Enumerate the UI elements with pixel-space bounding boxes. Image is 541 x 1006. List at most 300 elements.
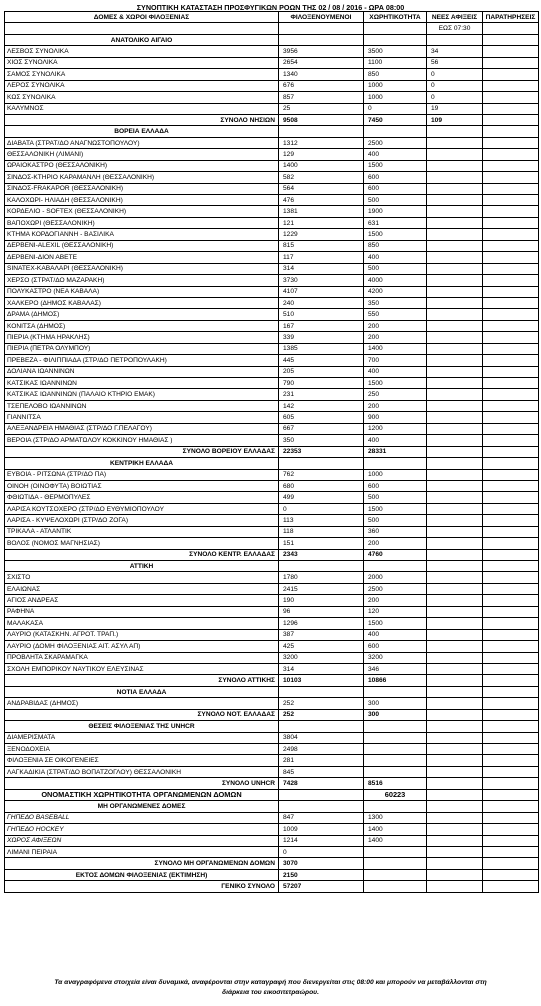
hosted-value: 339 xyxy=(279,332,364,343)
hosted-value: 387 xyxy=(279,629,364,640)
table-row xyxy=(5,137,539,148)
new-arrivals-value xyxy=(427,515,483,526)
table-row xyxy=(5,744,539,755)
new-arrivals-value xyxy=(427,698,483,709)
new-arrivals-value xyxy=(427,824,483,835)
facility-name: ΛΑΡΙΣΑ - ΚΥΨΕΛΟΧΩΡΙ (ΣΤΡ/ΔΟ ΖΟΓΑ) xyxy=(5,515,279,526)
remarks-value xyxy=(483,263,539,274)
table-row xyxy=(5,309,539,320)
hosted-value: 240 xyxy=(279,297,364,308)
capacity-value: 350 xyxy=(364,297,427,308)
table-row xyxy=(5,641,539,652)
new-arrivals-value xyxy=(427,160,483,171)
remarks-value xyxy=(483,846,539,857)
new-arrivals-value xyxy=(427,572,483,583)
hosted-value xyxy=(279,126,364,137)
table-row xyxy=(5,846,539,857)
facility-name: ΔΕΡΒΕΝΙ-ALEXIL (ΘΕΣΣΑΛΟΝΙΚΗ) xyxy=(5,240,279,251)
capacity-value: 1000 xyxy=(364,80,427,91)
capacity-value: 1100 xyxy=(364,57,427,68)
facility-name: ΑΤΤΙΚΗ xyxy=(5,561,279,572)
hosted-value: 167 xyxy=(279,320,364,331)
section-row xyxy=(5,721,539,732)
hosted-value: 3200 xyxy=(279,652,364,663)
table-row xyxy=(5,618,539,629)
table-row xyxy=(5,595,539,606)
new-arrivals-value: 34 xyxy=(427,46,483,57)
facility-name: ΔΡΑΜΑ (ΔΗΜΟΣ) xyxy=(5,309,279,320)
hosted-value: 252 xyxy=(279,709,364,720)
report-title: ΣΥΝΟΠΤΙΚΗ ΚΑΤΑΣΤΑΣΗ ΠΡΟΣΦΥΓΙΚΩΝ ΡΟΩΝ ΤΗΣ 02 / 08 / 2016 - ΩΡΑ 08:00 xyxy=(136,3,405,12)
hosted-value: 2150 xyxy=(279,869,364,880)
facility-name: ΧΑΛΚΕΡΟ (ΔΗΜΟΣ ΚΑΒΑΛΑΣ) xyxy=(5,297,279,308)
new-arrivals-value xyxy=(427,309,483,320)
remarks-value xyxy=(483,561,539,572)
remarks-value xyxy=(483,698,539,709)
header-new-arrivals: ΝΕΕΣ ΑΦΙΞΕΙΣ xyxy=(427,12,483,23)
grand-total-row xyxy=(5,881,539,892)
capacity-value xyxy=(364,721,427,732)
remarks-value xyxy=(483,686,539,697)
new-arrivals-value xyxy=(427,846,483,857)
new-arrivals-value xyxy=(427,126,483,137)
facility-name: ΛΑΥΡΙΟ (ΚΑΤΑΣΚΗΝ. ΑΓΡΟΤ. ΤΡΑΠ.) xyxy=(5,629,279,640)
new-arrivals-value xyxy=(427,137,483,148)
remarks-value xyxy=(483,149,539,160)
new-arrivals-value xyxy=(427,778,483,789)
facility-name: ΛΑΓΚΑΔΙΚΙΑ (ΣΤΡΑΤ/ΔΟ ΒΟΠΑΤΖΟΓΛΟΥ) ΘΕΣΣΑΛΟΝΙΚΗ xyxy=(5,766,279,777)
table-row xyxy=(5,698,539,709)
facility-name: ΟΝΟΜΑΣΤΙΚΗ ΧΩΡΗΤΙΚΟΤΗΤΑ ΟΡΓΑΝΩΜΕΝΩΝ ΔΟΜΩΝ xyxy=(5,789,279,800)
hosted-value: 10103 xyxy=(279,675,364,686)
new-arrivals-value xyxy=(427,423,483,434)
remarks-value xyxy=(483,57,539,68)
hosted-value: 1296 xyxy=(279,618,364,629)
new-arrivals-value xyxy=(427,641,483,652)
table-row xyxy=(5,572,539,583)
remarks-value xyxy=(483,389,539,400)
remarks-value xyxy=(483,629,539,640)
facility-name: ΤΡΙΚΑΛΑ - ΑΤΛΑΝΤΙΚ xyxy=(5,526,279,537)
table-row xyxy=(5,755,539,766)
new-arrivals-value xyxy=(427,755,483,766)
capacity-value xyxy=(364,686,427,697)
facility-name: ΘΕΣΣΑΛΟΝΙΚΗ (ΛΙΜΑΝΙ) xyxy=(5,149,279,160)
hosted-value: 1381 xyxy=(279,206,364,217)
remarks-value xyxy=(483,812,539,823)
capacity-value: 120 xyxy=(364,606,427,617)
hosted-value: 1229 xyxy=(279,229,364,240)
new-arrivals-value xyxy=(427,663,483,674)
hosted-value: 3070 xyxy=(279,858,364,869)
new-arrivals-value xyxy=(427,606,483,617)
hosted-value: 9508 xyxy=(279,114,364,125)
hosted-value: 0 xyxy=(279,503,364,514)
facility-name: ΡΑΦΗΝΑ xyxy=(5,606,279,617)
table-row xyxy=(5,503,539,514)
table-row xyxy=(5,538,539,549)
remarks-value xyxy=(483,663,539,674)
new-arrivals-value xyxy=(427,195,483,206)
facility-name: ΚΑΤΣΙΚΑΣ ΙΩΑΝΝΙΝΩΝ xyxy=(5,378,279,389)
new-arrivals-value: 0 xyxy=(427,69,483,80)
table-row xyxy=(5,286,539,297)
hosted-value: 0 xyxy=(279,846,364,857)
facility-name: ΣΥΝΟΛΟ ΝΗΣΙΩΝ xyxy=(5,114,279,125)
remarks-value xyxy=(483,538,539,549)
capacity-value: 10866 xyxy=(364,675,427,686)
facility-name: ΓΙΑΝΝΙΤΣΑ xyxy=(5,412,279,423)
remarks-value xyxy=(483,549,539,560)
remarks-value xyxy=(483,206,539,217)
new-arrivals-value xyxy=(427,446,483,457)
capacity-value: 600 xyxy=(364,183,427,194)
remarks-value xyxy=(483,801,539,812)
remarks-value xyxy=(483,320,539,331)
table-header-row xyxy=(5,12,539,23)
hosted-value: 3804 xyxy=(279,732,364,743)
facility-name: ΟΙΝΟΗ (ΟΙΝΟΦΥΤΑ) ΒΟΙΩΤΙΑΣ xyxy=(5,480,279,491)
facility-name: ΒΟΛΟΣ (ΝΟΜΟΣ ΜΑΓΝΗΣΙΑΣ) xyxy=(5,538,279,549)
remarks-value xyxy=(483,343,539,354)
remarks-value xyxy=(483,881,539,892)
capacity-value: 200 xyxy=(364,538,427,549)
new-arrivals-value xyxy=(427,172,483,183)
remarks-value xyxy=(483,515,539,526)
facility-name: ΚΩΣ ΣΥΝΟΛΙΚΑ xyxy=(5,92,279,103)
remarks-value xyxy=(483,160,539,171)
remarks-value xyxy=(483,34,539,45)
facility-name: ΛΙΜΑΝΙ ΠΕΙΡΑΙΑ xyxy=(5,846,279,857)
remarks-value xyxy=(483,114,539,125)
facility-name: ΣΧΙΣΤΟ xyxy=(5,572,279,583)
capacity-value xyxy=(364,846,427,857)
header-remarks: ΠΑΡΑΤΗΡΗΣΕΙΣ xyxy=(483,12,539,23)
remarks-value xyxy=(483,103,539,114)
table-row xyxy=(5,366,539,377)
new-arrivals-value xyxy=(427,34,483,45)
capacity-value: 1400 xyxy=(364,343,427,354)
hosted-value xyxy=(279,458,364,469)
hosted-value: 1385 xyxy=(279,343,364,354)
hosted-value: 3730 xyxy=(279,275,364,286)
remarks-value xyxy=(483,240,539,251)
hosted-value: 425 xyxy=(279,641,364,652)
hosted-value: 845 xyxy=(279,766,364,777)
capacity-value: 4200 xyxy=(364,286,427,297)
remarks-value xyxy=(483,824,539,835)
hosted-value: 667 xyxy=(279,423,364,434)
remarks-value xyxy=(483,435,539,446)
facility-name: ΣΙΝΔΟΣ-FRAKAPOR (ΘΕΣΣΑΛΟΝΙΚΗ) xyxy=(5,183,279,194)
new-arrivals-value xyxy=(427,744,483,755)
new-arrivals-value xyxy=(427,766,483,777)
remarks-value xyxy=(483,732,539,743)
table-row xyxy=(5,606,539,617)
section-row xyxy=(5,561,539,572)
facility-name: ΛΕΣΒΟΣ ΣΥΝΟΛΙΚΑ xyxy=(5,46,279,57)
capacity-value: 2500 xyxy=(364,137,427,148)
new-arrivals-value xyxy=(427,721,483,732)
capacity-value: 400 xyxy=(364,435,427,446)
remarks-value xyxy=(483,789,539,800)
facility-name: ΣΥΝΟΛΟ UNHCR xyxy=(5,778,279,789)
table-row xyxy=(5,172,539,183)
estimate-row xyxy=(5,869,539,880)
capacity-value: 600 xyxy=(364,480,427,491)
facility-name: ΚΑΛΥΜΝΟΣ xyxy=(5,103,279,114)
table-row xyxy=(5,332,539,343)
capacity-value xyxy=(364,744,427,755)
hosted-value: 129 xyxy=(279,149,364,160)
table-row xyxy=(5,492,539,503)
capacity-value: 550 xyxy=(364,309,427,320)
hosted-value: 96 xyxy=(279,606,364,617)
hosted-value: 680 xyxy=(279,480,364,491)
facility-name: ΛΕΡΟΣ ΣΥΝΟΛΙΚΑ xyxy=(5,80,279,91)
section-row xyxy=(5,458,539,469)
new-arrivals-value xyxy=(427,389,483,400)
capacity-value xyxy=(364,766,427,777)
capacity-value: 500 xyxy=(364,263,427,274)
facility-name: ΓΕΝΙΚΟ ΣΥΝΟΛΟ xyxy=(5,881,279,892)
hosted-value xyxy=(279,561,364,572)
new-arrivals-value xyxy=(427,561,483,572)
remarks-value xyxy=(483,709,539,720)
new-arrivals-value xyxy=(427,618,483,629)
hosted-value: 4107 xyxy=(279,286,364,297)
hosted-value xyxy=(279,789,364,800)
table-row xyxy=(5,824,539,835)
capacity-value: 1400 xyxy=(364,824,427,835)
facility-name: ΘΕΣΕΙΣ ΦΙΛΟΞΕΝΙΑΣ ΤΗΣ UNHCR xyxy=(5,721,279,732)
remarks-value xyxy=(483,606,539,617)
remarks-value xyxy=(483,652,539,663)
table-row xyxy=(5,343,539,354)
remarks-value xyxy=(483,755,539,766)
table-row xyxy=(5,652,539,663)
facility-name: ΤΣΕΠΕΛΟΒΟ ΙΩΑΝΝΙΝΩΝ xyxy=(5,400,279,411)
hosted-value xyxy=(279,686,364,697)
facility-name: ΓΗΠΕΔΟ HOCKEY xyxy=(5,824,279,835)
hosted-value: 314 xyxy=(279,663,364,674)
remarks-value xyxy=(483,858,539,869)
facility-name: ΣΥΝΟΛΟ ΒΟΡΕΙΟΥ ΕΛΛΑΔΑΣ xyxy=(5,446,279,457)
hosted-value: 815 xyxy=(279,240,364,251)
facility-name: ΧΙΟΣ ΣΥΝΟΛΙΚΑ xyxy=(5,57,279,68)
new-arrivals-value xyxy=(427,503,483,514)
table-row xyxy=(5,57,539,68)
new-arrivals-value xyxy=(427,183,483,194)
new-arrivals-value xyxy=(427,583,483,594)
new-arrivals-value xyxy=(427,869,483,880)
capacity-value: 850 xyxy=(364,69,427,80)
capacity-value xyxy=(364,732,427,743)
new-arrivals-value xyxy=(427,435,483,446)
capacity-value: 250 xyxy=(364,389,427,400)
facility-name: ΛΑΥΡΙΟ (ΔΟΜΗ ΦΙΛΟΞΕΝΙΑΣ ΑΙΤ. ΑΣΥΛ ΑΠ) xyxy=(5,641,279,652)
remarks-value xyxy=(483,675,539,686)
hosted-value: 445 xyxy=(279,355,364,366)
remarks-value xyxy=(483,92,539,103)
facility-name: ΕΛΑΙΩΝΑΣ xyxy=(5,583,279,594)
total-row xyxy=(5,446,539,457)
facility-name: ΑΝΑΤΟΛΙΚΟ ΑΙΓΑΙΟ xyxy=(5,34,279,45)
hosted-value: 847 xyxy=(279,812,364,823)
facility-name: ΔΟΛΙΑΝΑ ΙΩΑΝΝΙΝΩΝ xyxy=(5,366,279,377)
facility-name: ΚΤΗΜΑ ΚΟΡΔΟΓΙΑΝΝΗ - ΒΑΣΙΛΙΚΑ xyxy=(5,229,279,240)
new-arrivals-value xyxy=(427,858,483,869)
hosted-value: 1400 xyxy=(279,160,364,171)
facility-name: ΚΑΤΣΙΚΑΣ ΙΩΑΝΝΙΝΩΝ (ΠΑΛΑΙΟ ΚΤΗΡΙΟ ΕΜΑΚ) xyxy=(5,389,279,400)
table-row xyxy=(5,412,539,423)
remarks-value xyxy=(483,744,539,755)
new-arrivals-value xyxy=(427,732,483,743)
hosted-value xyxy=(279,801,364,812)
footnote-line-2: διάρκεια του εικοσιτετραώρου. xyxy=(222,989,319,996)
remarks-value xyxy=(483,286,539,297)
capacity-value: 1500 xyxy=(364,160,427,171)
hosted-value: 151 xyxy=(279,538,364,549)
capacity-value: 4760 xyxy=(364,549,427,560)
capacity-value: 1000 xyxy=(364,469,427,480)
new-arrivals-value: 0 xyxy=(427,92,483,103)
remarks-value xyxy=(483,721,539,732)
capacity-value: 400 xyxy=(364,149,427,160)
table-row xyxy=(5,378,539,389)
capacity-value: 28331 xyxy=(364,446,427,457)
table-row xyxy=(5,732,539,743)
table-row xyxy=(5,160,539,171)
facility-name: ΚΕΝΤΡΙΚΗ ΕΛΛΑΔΑ xyxy=(5,458,279,469)
remarks-value xyxy=(483,400,539,411)
capacity-value: 3200 xyxy=(364,652,427,663)
facility-name: ΒΟΡΕΙΑ ΕΛΛΑΔΑ xyxy=(5,126,279,137)
facility-name: ΑΓΙΟΣ ΑΝΔΡΕΑΣ xyxy=(5,595,279,606)
facility-name: ΕΥΒΟΙΑ - ΡΙΤΣΩΝΑ (ΣΤΡ/ΔΟ ΠΑ) xyxy=(5,469,279,480)
new-arrivals-value xyxy=(427,469,483,480)
new-arrivals-value xyxy=(427,538,483,549)
remarks-value xyxy=(483,469,539,480)
remarks-value xyxy=(483,332,539,343)
remarks-value xyxy=(483,229,539,240)
hosted-value: 3956 xyxy=(279,46,364,57)
capacity-value: 346 xyxy=(364,663,427,674)
table-row xyxy=(5,526,539,537)
new-arrivals-value xyxy=(427,343,483,354)
table-row xyxy=(5,320,539,331)
table-row xyxy=(5,103,539,114)
table-row xyxy=(5,69,539,80)
hosted-value: 582 xyxy=(279,172,364,183)
facility-name: ΓΗΠΕΔΟ BASEBALL xyxy=(5,812,279,823)
capacity-value xyxy=(364,755,427,766)
new-arrivals-value xyxy=(427,881,483,892)
facility-name: ΔΕΡΒΕΝΙ-ΔΙΟΝ ΑΒΕΤΕ xyxy=(5,252,279,263)
hosted-value: 1312 xyxy=(279,137,364,148)
remarks-value xyxy=(483,366,539,377)
table-row xyxy=(5,423,539,434)
facility-name: ΕΚΤΟΣ ΔΟΜΩΝ ΦΙΛΟΞΕΝΙΑΣ (ΕΚΤΙΜΗΣΗ) xyxy=(5,869,279,880)
facility-name: ΣΑΜΟΣ ΣΥΝΟΛΙΚΑ xyxy=(5,69,279,80)
remarks-value xyxy=(483,446,539,457)
facility-name: ΛΑΡΙΣΑ ΚΟΥΤΣΟΧΕΡΟ (ΣΤΡ/ΔΟ ΕΥΘΥΜΙΟΠΟΥΛΟΥ xyxy=(5,503,279,514)
capacity-value: 1200 xyxy=(364,423,427,434)
new-arrivals-value xyxy=(427,252,483,263)
capacity-value: 600 xyxy=(364,641,427,652)
footnote-line-1: Τα αναγραφόμενα στοιχεία είναι δυναμικά, αναφέρονται στην καταγραφή που διενεργείται στις 08:00 και μπορούν να μεταβάλλονται στη xyxy=(54,979,487,986)
facility-name: ΦΘΙΩΤΙΔΑ - ΘΕΡΜΟΠΥΛΕΣ xyxy=(5,492,279,503)
capacity-value: 7450 xyxy=(364,114,427,125)
table-row xyxy=(5,195,539,206)
capacity-value: 8516 xyxy=(364,778,427,789)
facility-name: ΩΡΑΙΟΚΑΣΤΡΟ (ΘΕΣΣΑΛΟΝΙΚΗ) xyxy=(5,160,279,171)
facility-name: ΔΙΑΜΕΡΙΣΜΑΤΑ xyxy=(5,732,279,743)
remarks-value xyxy=(483,252,539,263)
table-row xyxy=(5,240,539,251)
new-arrivals-value xyxy=(427,275,483,286)
facility-name: ΚΟΝΙΤΣΑ (ΔΗΜΟΣ) xyxy=(5,320,279,331)
table-row xyxy=(5,355,539,366)
capacity-value xyxy=(364,458,427,469)
facility-name: ΠΡΟΒΛΗΤΑ ΣΚΑΡΑΜΑΓΚΑ xyxy=(5,652,279,663)
capacity-value: 1000 xyxy=(364,92,427,103)
hosted-value: 499 xyxy=(279,492,364,503)
table-subheader-row xyxy=(5,23,539,34)
new-arrivals-value: 56 xyxy=(427,57,483,68)
new-arrivals-value xyxy=(427,149,483,160)
new-arrivals-value xyxy=(427,320,483,331)
hosted-value: 605 xyxy=(279,412,364,423)
capacity-value: 600 xyxy=(364,172,427,183)
remarks-value xyxy=(483,46,539,57)
facility-name: ΜΑΛΑΚΑΣΑ xyxy=(5,618,279,629)
hosted-value: 510 xyxy=(279,309,364,320)
remarks-value xyxy=(483,492,539,503)
new-arrivals-value xyxy=(427,629,483,640)
section-row xyxy=(5,126,539,137)
remarks-value xyxy=(483,172,539,183)
remarks-value xyxy=(483,195,539,206)
table-row xyxy=(5,812,539,823)
capacity-value: 0 xyxy=(364,103,427,114)
capacity-value: 2500 xyxy=(364,583,427,594)
capacity-value xyxy=(364,561,427,572)
table-row xyxy=(5,400,539,411)
new-arrivals-value: 0 xyxy=(427,80,483,91)
hosted-value: 25 xyxy=(279,103,364,114)
section-row xyxy=(5,801,539,812)
facility-name: ΝΟΤΙΑ ΕΛΛΑΔΑ xyxy=(5,686,279,697)
header-capacity: ΧΩΡΗΤΙΚΟΤΗΤΑ xyxy=(364,12,427,23)
total-row xyxy=(5,114,539,125)
table-row xyxy=(5,149,539,160)
hosted-value: 2654 xyxy=(279,57,364,68)
total-row xyxy=(5,858,539,869)
facility-name: ΔΙΑΒΑΤΑ (ΣΤΡΑΤ/ΔΟ ΑΝΑΓΝΩΣΤΟΠΟΥΛΟΥ) xyxy=(5,137,279,148)
capacity-value: 1900 xyxy=(364,206,427,217)
remarks-value xyxy=(483,275,539,286)
remarks-value xyxy=(483,641,539,652)
table-row xyxy=(5,297,539,308)
table-row xyxy=(5,46,539,57)
hosted-value: 142 xyxy=(279,400,364,411)
remarks-value xyxy=(483,412,539,423)
hosted-value: 762 xyxy=(279,469,364,480)
hosted-value: 1214 xyxy=(279,835,364,846)
table-row xyxy=(5,766,539,777)
hosted-value: 231 xyxy=(279,389,364,400)
